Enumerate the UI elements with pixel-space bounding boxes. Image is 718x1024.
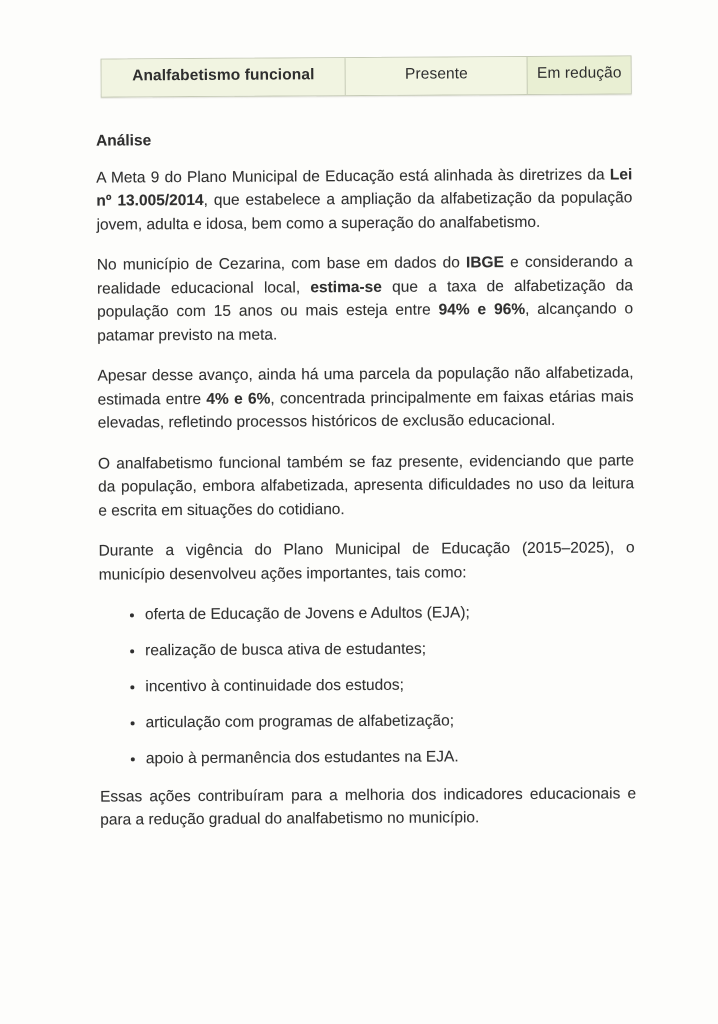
text-run: e considerando a realidade educacional local, [96, 253, 633, 298]
status-table [101, 55, 632, 97]
analysis-heading: Análise [95, 132, 152, 150]
paragraph [98, 449, 634, 523]
bold-text-run: 4% e 6% [206, 390, 271, 408]
text-run: , alcançando o patamar previsto na meta. [97, 300, 634, 345]
status-table-cell-status: Presente [345, 57, 527, 95]
text-run: Apesar desse avanço, ainda há uma parcela da população não alfabetizada, estimada entre [97, 364, 634, 409]
text-run: Essas ações contribuíram para a melhoria dos indicadores educacionais e para a redução gradual do analfabetismo no município. [99, 784, 637, 829]
paragraph [97, 361, 633, 435]
bold-text-run: estima-se [310, 278, 382, 296]
bullet-list [99, 600, 636, 771]
text-run: Durante a vigência do Plano Municipal de Educação (2015–2025), o município desenvolveu ações importantes, tais como: [98, 539, 635, 584]
status-table-cell-topic: Analfabetismo funcional [102, 58, 346, 96]
bold-text-run: IBGE [465, 254, 504, 272]
bullet-item: • apoio à permanência dos estudantes na EJA. [146, 744, 636, 770]
text-run: , concentrada principalmente em faixas etárias mais elevadas, refletindo processos históricos de exclusão educacional. [97, 387, 634, 432]
bullet-item: • realização de busca ativa de estudantes; [145, 636, 635, 662]
paragraph [96, 163, 632, 237]
bullet-item: • articulação com programas de alfabetização; [146, 708, 636, 734]
paragraph [100, 782, 636, 832]
bullet-item: • incentivo à continuidade dos estudos; [145, 672, 635, 698]
paragraph [97, 250, 634, 347]
status-table-cell-trend: Em redução [527, 56, 631, 94]
text-run: No município de Cezarina, com base em dados do [96, 254, 467, 274]
bullet-item: • oferta de Educação de Jovens e Adultos (EJA); [145, 600, 635, 626]
bold-text-run: 94% e 96% [438, 300, 526, 319]
document-body [96, 126, 636, 849]
bold-text-run: Lei nº 13.005/2014 [96, 165, 633, 210]
paragraph [98, 536, 634, 586]
text-run: , que estabelece a ampliação da alfabetização da população jovem, adulta e idosa, bem como a superação do analfabetismo. [96, 189, 633, 234]
text-run: A Meta 9 do Plano Municipal de Educação está alinhada às diretrizes da [96, 165, 610, 187]
text-run: que a taxa de alfabetização da população com 15 anos ou mais esteja entre [97, 276, 633, 321]
text-run: O analfabetismo funcional também se faz presente, evidenciando que parte da população, embora alfabetizada, apresenta dificuldades no uso da leitura e escrita em situações do cotidiano. [97, 451, 635, 520]
